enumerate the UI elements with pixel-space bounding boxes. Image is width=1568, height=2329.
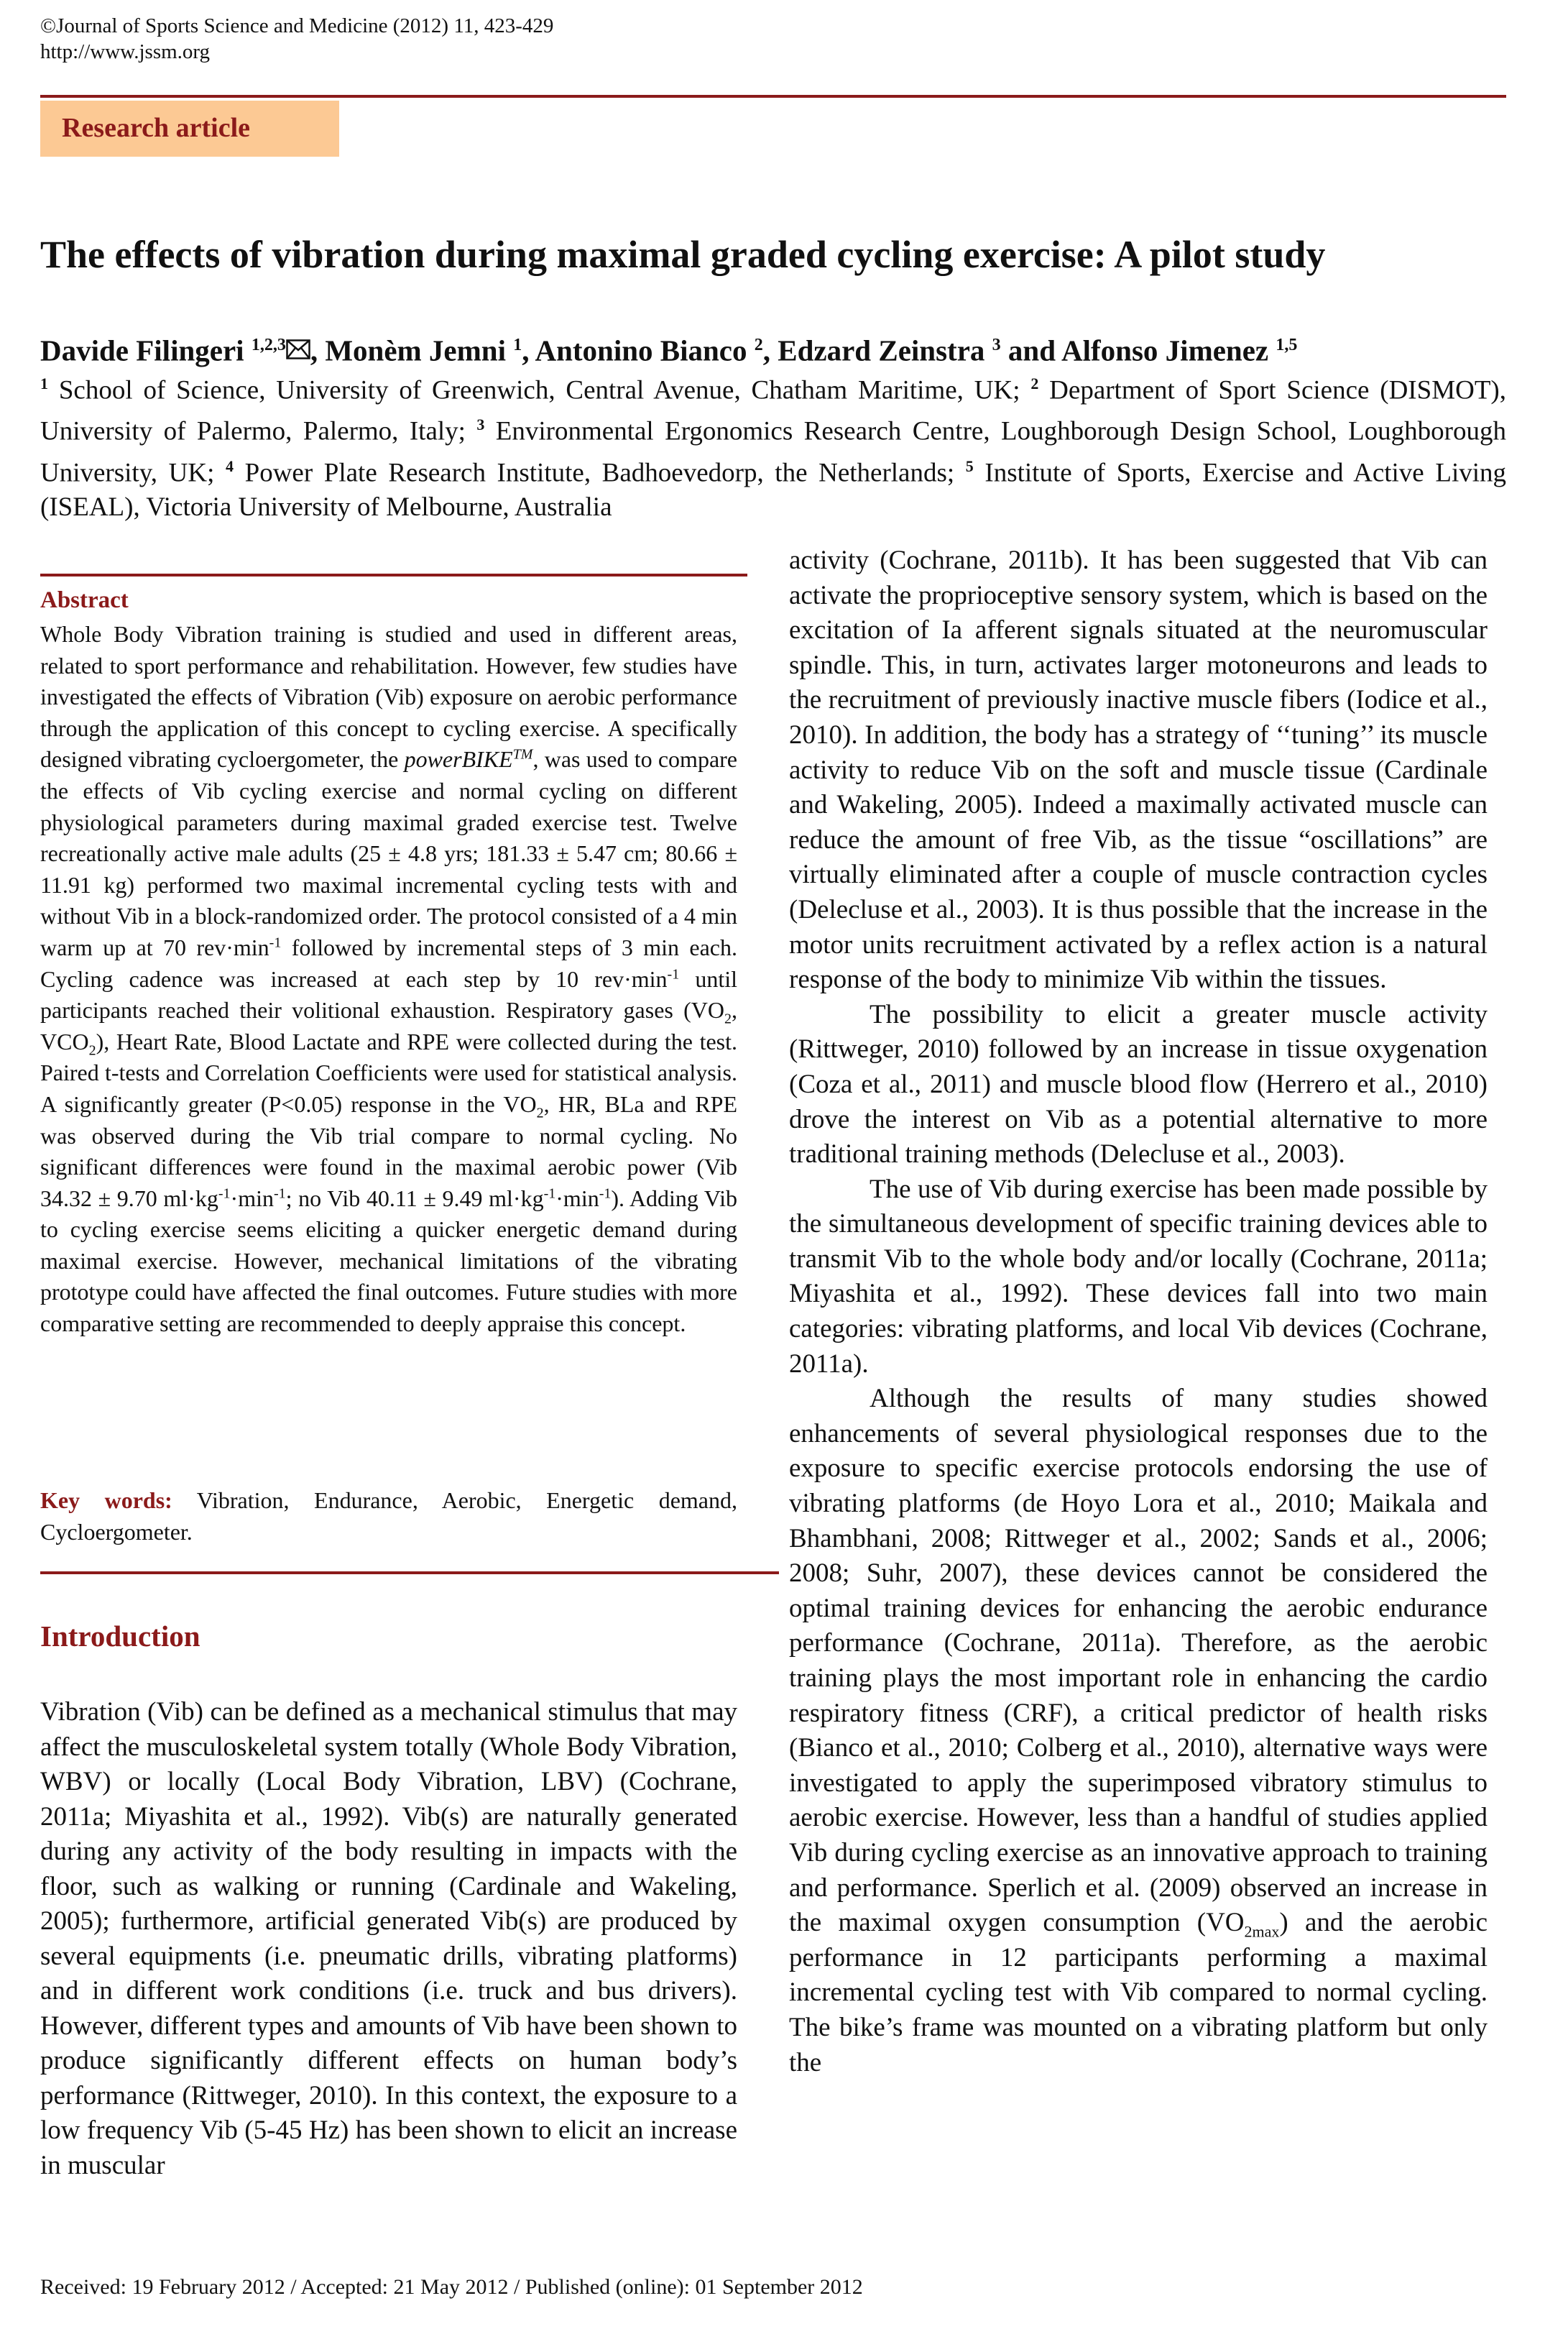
- keywords-label: Key words:: [40, 1487, 172, 1513]
- abstract-span: ·min: [230, 1185, 274, 1211]
- affiliation-text: Environmental Ergonomics Research Centre, Loughborough Design School, Loughborough University, UK;: [40, 416, 1506, 487]
- subscript: 2: [724, 1011, 732, 1027]
- author-affiliation-ref: 3: [992, 336, 1001, 354]
- author-affiliation-ref: 1: [513, 336, 522, 354]
- superscript: -1: [269, 934, 282, 951]
- superscript: -1: [543, 1185, 556, 1202]
- subscript: 2max: [1244, 1922, 1280, 1941]
- affiliation-number: 4: [226, 456, 234, 475]
- abstract-span: ; no Vib 40.11 ± 9.49 ml·kg: [285, 1185, 544, 1211]
- paragraph-span: Although the results of many studies showed enhancements of several physiological responses due to the exposure to specific exercise protocols endorsing the use of vibrating platforms (de Hoyo Lora et al., 2010; Maikala and Bhambhani, 2008; Rittweger et al., 2002; Sands et al., 2006; 2008; Suhr, 2007), these devices cannot be considered the optimal training devices for enhancing the aerobic endurance performance (Cochrane, 2011a). Therefore, as the aerobic training plays the most important role in enhancing the cardio respiratory fitness (CRF), a critical predictor of health risks (Bianco et al., 2010; Colberg et al., 2010), alternative ways were investigated to apply the superimposed vibratory stimulus to aerobic exercise. However, less than a handful of studies applied Vib during cycling exercise as an innovative approach to training and performance. Sperlich et al. (2009) observed an increase in the maximal oxygen consumption (VO: [789, 1384, 1488, 1938]
- author-affiliation-ref: 2: [754, 336, 763, 354]
- superscript: -1: [667, 965, 680, 982]
- header-divider: [40, 95, 1506, 98]
- affiliation-number: 2: [1030, 375, 1039, 392]
- author-name: , Antonino Bianco: [522, 334, 747, 367]
- paragraph: The use of Vib during exercise has been made possible by the simultaneous development of specific training devices able to transmit Vib to the whole body and/or locally (Cochrane, 2011a; Miyashita et al., 1992). These devices fall into two main categories: vibrating platforms, and local Vib devices (Cochrane, 2011a).: [789, 1174, 1488, 1379]
- superscript: -1: [599, 1185, 612, 1202]
- right-column-text: [789, 543, 1488, 2080]
- abstract-span: , was used to compare the effects of Vib cycling exercise and normal cycling on different physiological parameters during maximal graded exercise test. Twelve recreationally active male adults (25 ± 4.8 yrs; 181.33 ± 5.47 cm; 80.66 ± 11.91 kg) performed two maximal incremental cycling tests with and without Vib in a block-randomized order. The protocol consisted of a 4 min warm up at 70 rev·min: [40, 746, 737, 960]
- abstract-span: , HR, BLa and RPE was observed during the Vib trial compare to normal cycling. No significant differences were found in the maximal aerobic power (Vib 34.32 ± 9.70 ml·kg: [40, 1090, 738, 1211]
- affiliation-number: 1: [40, 375, 48, 392]
- abstract-top-divider: [40, 574, 747, 576]
- author-name: , Edzard Zeinstra: [762, 334, 985, 367]
- author-name: , Monèm Jemni: [310, 334, 506, 367]
- abstract-span: ), Heart Rate, Blood Lactate and RPE were collected during the test. Paired t-tests and Correlation Coefficients were used for statistical analysis. A significantly greater (P<0.05) response in the VO: [40, 1028, 737, 1117]
- article-type-label: Research article: [62, 113, 251, 143]
- abstract-span: until participants reached their volitional exhaustion. Respiratory gases (VO: [40, 965, 738, 1024]
- abstract-text: [40, 619, 737, 1340]
- superscript: -1: [218, 1185, 231, 1202]
- abstract-span: ). Adding Vib to cycling exercise seems eliciting a quicker energetic demand during maximal exercise. However, mechanical limitations of the vibrating prototype could have affected the final outcomes. Future studies with more comparative setting are recommended to deeply appraise this concept.: [40, 1185, 738, 1337]
- author-name: Davide Filingeri: [40, 334, 244, 367]
- introduction-text: Vibration (Vib) can be defined as a mechanical stimulus that may affect the musculoskeletal system totally (Whole Body Vibration, WBV) or locally (Local Body Vibration, LBV) (Cochrane, 2011a; Miyashita et al., 1992). Vib(s) are naturally generated during any activity of the body resulting in impacts with the floor, such as walking or running (Cardinale and Wakeling, 2005); furthermore, artificial generated Vib(s) are produced by several equipments (i.e. pneumatic drills, vibrating platforms) and in different work conditions (i.e. truck and bus drivers). However, different types and amounts of Vib have been shown to produce significantly different effects on human body’s performance (Rittweger, 2010). In this context, the exposure to a low frequency Vib (5-45 Hz) has been shown to elicit an increase in muscular: [40, 1697, 737, 2180]
- product-name: powerBIKE: [404, 746, 513, 773]
- superscript: -1: [273, 1185, 286, 1202]
- introduction-heading: Introduction: [40, 1620, 200, 1653]
- publication-dates: Received: 19 February 2012 / Accepted: 21 May 2012 / Published (online): 01 September 2012: [40, 2275, 863, 2299]
- affiliation-text: Institute of Sports, Exercise and Active Living (ISEAL), Victoria University of Melbourne, Australia: [40, 457, 1506, 522]
- article-type-badge: [40, 101, 339, 157]
- affiliation-text: Department of Sport Science (DISMOT), University of Palermo, Palermo, Italy;: [40, 375, 1506, 446]
- author-name: and Alfonso Jimenez: [1000, 334, 1269, 367]
- email-icon[interactable]: [286, 331, 310, 367]
- affiliation-number: 5: [965, 456, 974, 475]
- keywords-text: Vibration, Endurance, Aerobic, Energetic demand, Cycloergometer.: [40, 1487, 738, 1545]
- author-affiliation-ref: 1,5: [1276, 336, 1298, 354]
- abstract-span: Whole Body Vibration training is studied and used in different areas, related to sport performance and rehabilitation. However, few studies have investigated the effects of Vibration (Vib) exposure on aerobic performance through the application of this concept to cycling exercise. A specifically designed vibrating cycloergometer, the: [40, 621, 737, 773]
- abstract-span: followed by incremental steps of 3 min each. Cycling cadence was increased at each step by 10 rev·min: [40, 934, 738, 992]
- paragraph: [789, 1382, 1488, 2080]
- journal-url[interactable]: http://www.jssm.org: [40, 40, 211, 63]
- subscript: 2: [536, 1105, 544, 1121]
- keywords: [40, 1485, 737, 1548]
- abstract-span: , VCO: [40, 997, 737, 1055]
- author-list: [40, 327, 1297, 369]
- paragraph-span: ) and the aerobic performance in 12 participants performing a maximal incremental cycling test with Vib compared to normal cycling. The bike’s frame was mounted on a vibrating platform but only the: [789, 1908, 1488, 2077]
- affiliation-text: Power Plate Research Institute, Badhoevedorp, the Netherlands;: [234, 457, 966, 487]
- journal-citation: ©Journal of Sports Science and Medicine (2012) 11, 423-429: [40, 14, 554, 37]
- affiliation-number: 3: [476, 415, 485, 434]
- paragraph: activity (Cochrane, 2011b). It has been suggested that Vib can activate the proprioceptive sensory system, which is based on the excitation of Ia afferent signals situated at the neuromuscular spindle. This, in turn, activates larger motoneurons and leads to the recruitment of previously inactive muscle fibers (Iodice et al., 2010). In addition, the body has a strategy of ‘‘tuning’’ its muscle activity to reduce Vib on the soft and muscle tissue (Cardinale and Wakeling, 2005). Indeed a maximally activated muscle can reduce the amount of free Vib, as the tissue “oscillations” are virtually eliminated after a couple of muscle contraction cycles (Delecluse et al., 2003). It is thus possible that the increase in the motor units recruitment activated by a reflex action is a natural response of the body to minimize Vib within the tissues.: [789, 546, 1488, 995]
- affiliations: [40, 367, 1506, 525]
- affiliation-text: School of Science, University of Greenwich, Central Avenue, Chatham Maritime, UK;: [48, 375, 1031, 405]
- abstract-span: ·min: [555, 1185, 599, 1211]
- paragraph: The possibility to elicit a greater muscle activity (Rittweger, 2010) followed by an increase in tissue oxygenation (Coza et al., 2011) and muscle blood flow (Herrero et al., 2010) drove the interest on Vib as a potential alternative to more traditional training methods (Delecluse et al., 2003).: [789, 999, 1488, 1170]
- author-affiliation-ref: 1,2,3: [251, 336, 286, 354]
- subscript: 2: [88, 1042, 96, 1059]
- trademark-mark: TM: [512, 746, 533, 763]
- article-title: The effects of vibration during maximal graded cycling exercise: A pilot study: [40, 233, 1326, 276]
- abstract-bottom-divider: [40, 1571, 779, 1574]
- abstract-heading: Abstract: [40, 587, 129, 613]
